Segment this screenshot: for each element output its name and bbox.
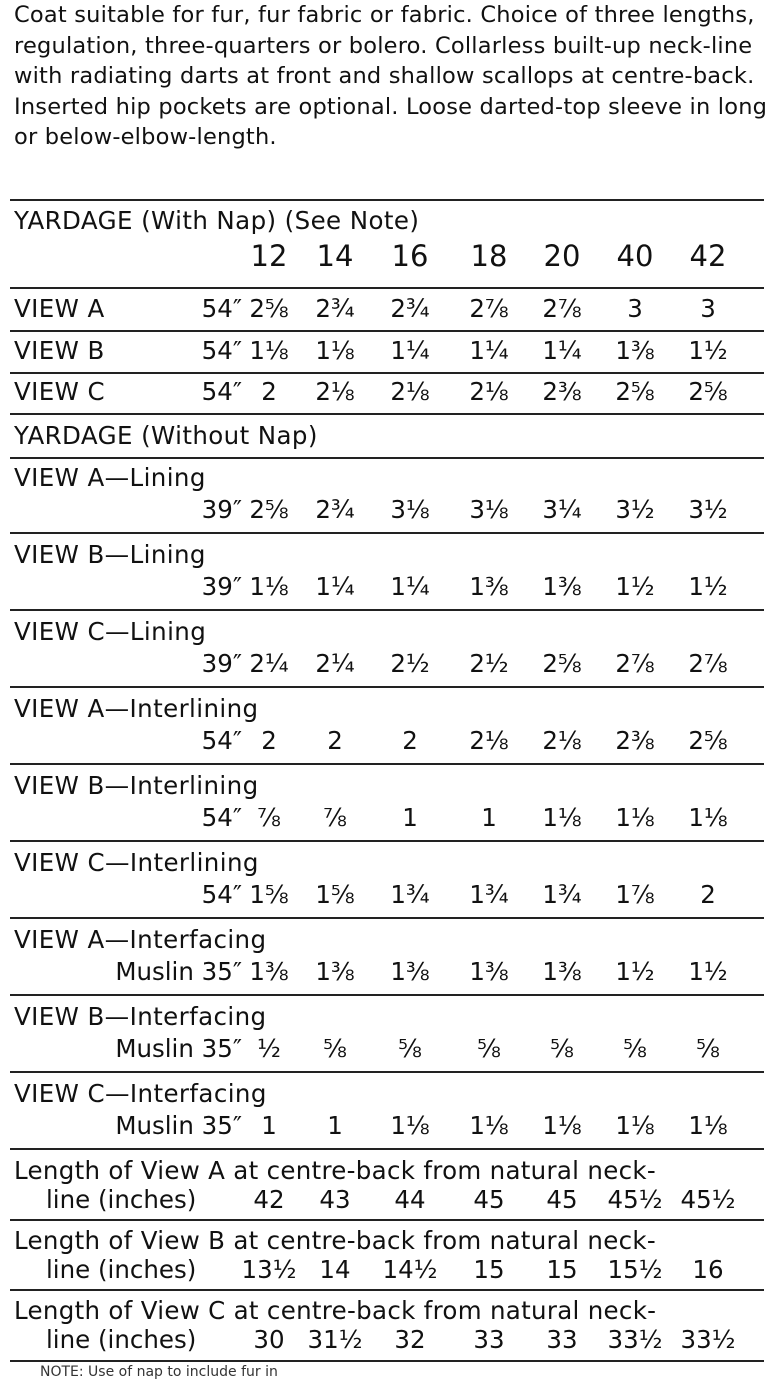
rule-line [10,330,764,332]
nonap-row-label: VIEW C—Interlining [14,848,259,877]
nonap-row-value: 2¾ [315,495,355,524]
nonap-row-value: 2⅛ [542,726,582,755]
nonap-row-value: 2⅞ [615,649,655,678]
length-row-value: 15 [473,1255,505,1284]
nap-row-value: 3 [627,294,643,323]
nonap-row-label: VIEW C—Lining [14,617,207,646]
nonap-row-value: ⅝ [477,1034,501,1063]
nap-row-value: 2⅝ [688,377,728,406]
rule-line [10,413,764,415]
nap-row-value: 2⅛ [469,377,509,406]
nonap-row-value: 3⅛ [390,495,430,524]
nap-heading: YARDAGE (With Nap) (See Note) [14,206,420,235]
rule-line [10,994,764,996]
nonap-row-value: 2 [402,726,418,755]
nonap-row-value: 1 [261,1111,277,1140]
rule-line [10,840,764,842]
length-row-value: 14 [319,1255,351,1284]
length-row-unit: line (inches) [46,1185,197,1214]
nonap-row-value: 1½ [688,957,728,986]
rule-line [10,763,764,765]
size-header: 20 [543,239,581,273]
nonap-row-value: 1⅜ [249,957,289,986]
size-header: 12 [250,239,288,273]
nonap-row-width: Muslin 35″ [115,957,242,986]
nonap-row-value: 1⅜ [542,572,582,601]
nap-row-width: 54″ [201,336,242,365]
nonap-row-value: ½ [257,1034,281,1063]
rule-line [10,1289,764,1291]
description-paragraph: Coat suitable for fur, fur fabric or fabric. Choice of three lengths, regulation, three-quarters or bolero. Collarless built-up neck-line with radiating darts at front and shallow scallops at centre-back. Inserted hip pockets are optional. Loose darted-top sleeve in long or below-elbow-length. [14,2,768,150]
length-row-unit: line (inches) [46,1255,197,1284]
nonap-row-value: 1⅜ [469,572,509,601]
rule-line [10,199,764,201]
length-row-value: 44 [394,1185,426,1214]
nonap-row-value: 1⅛ [615,803,655,832]
length-row-value: 15½ [607,1255,663,1284]
nap-row-value: 1½ [688,336,728,365]
length-row-value: 33 [473,1325,505,1354]
nonap-row-value: 2 [261,726,277,755]
nonap-row-width: 54″ [201,803,242,832]
rule-line [10,532,764,534]
size-header: 16 [391,239,429,273]
nap-row-label: VIEW B [14,336,105,365]
rule-line [10,609,764,611]
nap-row-value: 2⅞ [469,294,509,323]
length-row-value: 32 [394,1325,426,1354]
nonap-row-value: 1⅛ [390,1111,430,1140]
nonap-row-value: 2⅝ [542,649,582,678]
nap-row-width: 54″ [201,377,242,406]
rule-line [10,1148,764,1150]
nonap-row-value: 1⅛ [469,1111,509,1140]
size-header: 40 [616,239,654,273]
length-row-value: 45 [473,1185,505,1214]
nonap-row-value: 2⅛ [469,726,509,755]
length-row-value: 15 [546,1255,578,1284]
nap-row-label: VIEW A [14,294,105,323]
nap-row-value: 1⅜ [615,336,655,365]
nonap-row-value: 1⅛ [688,1111,728,1140]
nonap-row-value: ⅝ [623,1034,647,1063]
footer-note: NOTE: Use of nap to include fur in [40,1364,278,1380]
nonap-row-value: 1⅜ [315,957,355,986]
length-row-value: 45½ [680,1185,736,1214]
nap-row-value: 1¼ [542,336,582,365]
nonap-row-value: 1⅞ [615,880,655,909]
nonap-row-width: 39″ [201,649,242,678]
nonap-row-value: ⅞ [323,803,347,832]
nonap-row-value: 2⅞ [688,649,728,678]
rule-line [10,1219,764,1221]
nonap-row-value: 3½ [688,495,728,524]
nap-row-value: 1¼ [390,336,430,365]
nonap-row-value: 2¼ [249,649,289,678]
nap-row-value: 2⅜ [542,377,582,406]
rule-line [10,686,764,688]
nonap-row-value: 2⅜ [615,726,655,755]
nonap-row-value: 1¾ [390,880,430,909]
nonap-row-value: 1⅛ [542,803,582,832]
nonap-row-value: ⅞ [257,803,281,832]
nap-row-value: 2¾ [390,294,430,323]
nap-row-value: 1⅛ [249,336,289,365]
nap-row-value: 2⅛ [390,377,430,406]
length-row-value: 45½ [607,1185,663,1214]
nonap-row-value: ⅝ [550,1034,574,1063]
nonap-heading: YARDAGE (Without Nap) [14,421,318,450]
size-header: 14 [316,239,354,273]
length-row-value: 13½ [241,1255,297,1284]
nap-row-value: 2⅞ [542,294,582,323]
nap-row-value: 2 [261,377,277,406]
nonap-row-width: 39″ [201,572,242,601]
nonap-row-value: 2 [327,726,343,755]
nonap-row-width: 39″ [201,495,242,524]
length-row-value: 30 [253,1325,285,1354]
rule-line [10,457,764,459]
nonap-row-value: 1⅝ [249,880,289,909]
nap-row-value: 1⅛ [315,336,355,365]
nap-row-value: 2¾ [315,294,355,323]
nonap-row-value: 3⅛ [469,495,509,524]
nonap-row-label: VIEW A—Lining [14,463,206,492]
nonap-row-value: ⅝ [398,1034,422,1063]
nonap-row-value: 1¼ [315,572,355,601]
length-row-value: 14½ [382,1255,438,1284]
size-header: 42 [689,239,727,273]
nonap-row-width: 54″ [201,726,242,755]
rule-line [10,372,764,374]
nap-row-value: 3 [700,294,716,323]
nonap-row-label: VIEW C—Interfacing [14,1079,267,1108]
nonap-row-value: 1 [481,803,497,832]
nap-row-label: VIEW C [14,377,105,406]
nonap-row-value: ⅝ [323,1034,347,1063]
nonap-row-width: Muslin 35″ [115,1034,242,1063]
nonap-row-value: 1⅜ [390,957,430,986]
nonap-row-value: 1¾ [469,880,509,909]
length-row-description: Length of View C at centre-back from natural neck- [14,1296,657,1325]
rule-line [10,917,764,919]
nonap-row-label: VIEW B—Interfacing [14,1002,267,1031]
length-row-description: Length of View B at centre-back from natural neck- [14,1226,657,1255]
nonap-row-value: 2⅝ [249,495,289,524]
nonap-row-width: Muslin 35″ [115,1111,242,1140]
length-row-value: 16 [692,1255,724,1284]
nonap-row-value: ⅝ [696,1034,720,1063]
nonap-row-label: VIEW A—Interlining [14,694,259,723]
nonap-row-label: VIEW B—Lining [14,540,206,569]
rule-line [10,287,764,289]
length-row-unit: line (inches) [46,1325,197,1354]
nonap-row-value: 2½ [469,649,509,678]
length-row-value: 33½ [607,1325,663,1354]
length-row-value: 31½ [307,1325,363,1354]
nap-row-width: 54″ [201,294,242,323]
nonap-row-value: 1½ [615,572,655,601]
rule-line [10,1071,764,1073]
nonap-row-value: 2⅝ [688,726,728,755]
nonap-row-value: 1 [402,803,418,832]
nap-row-value: 1¼ [469,336,509,365]
nonap-row-value: 1⅜ [469,957,509,986]
length-row-value: 42 [253,1185,285,1214]
nonap-row-value: 1¾ [542,880,582,909]
nonap-row-width: 54″ [201,880,242,909]
nonap-row-value: 3¼ [542,495,582,524]
length-row-value: 33 [546,1325,578,1354]
nonap-row-label: VIEW B—Interlining [14,771,259,800]
nap-row-value: 2⅝ [249,294,289,323]
nonap-row-value: 1⅝ [315,880,355,909]
nonap-row-value: 3½ [615,495,655,524]
size-header: 18 [470,239,508,273]
nonap-row-value: 1 [327,1111,343,1140]
length-row-description: Length of View A at centre-back from natural neck- [14,1156,656,1185]
nap-row-value: 2⅛ [315,377,355,406]
nonap-row-value: 1⅜ [542,957,582,986]
nonap-row-value: 2¼ [315,649,355,678]
length-row-value: 43 [319,1185,351,1214]
nonap-row-value: 1⅛ [249,572,289,601]
nonap-row-value: 1½ [688,572,728,601]
length-row-value: 33½ [680,1325,736,1354]
nonap-row-value: 2 [700,880,716,909]
nonap-row-label: VIEW A—Interfacing [14,925,267,954]
nonap-row-value: 2½ [390,649,430,678]
nonap-row-value: 1⅛ [542,1111,582,1140]
nonap-row-value: 1⅛ [688,803,728,832]
rule-line [10,1360,764,1362]
length-row-value: 45 [546,1185,578,1214]
nonap-row-value: 1⅛ [615,1111,655,1140]
nap-row-value: 2⅝ [615,377,655,406]
nonap-row-value: 1½ [615,957,655,986]
nonap-row-value: 1¼ [390,572,430,601]
